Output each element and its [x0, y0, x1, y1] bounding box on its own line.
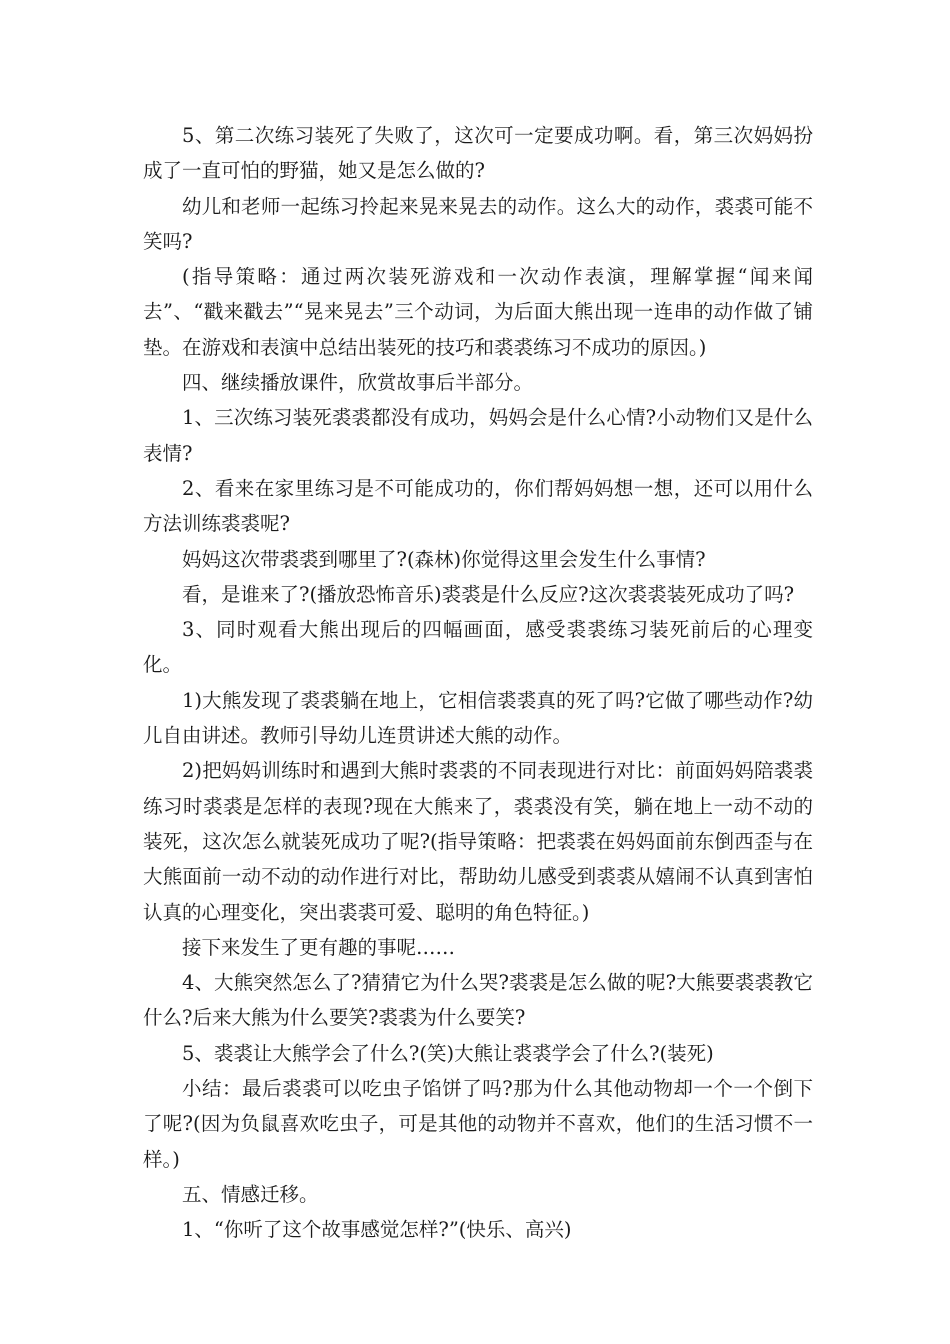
- paragraph: 1、三次练习装死裘裘都没有成功，妈妈会是什么心情?小动物们又是什么表情?: [143, 406, 813, 465]
- paragraph: 接下来发生了更有趣的事呢……: [182, 935, 456, 959]
- paragraph: 5、裘裘让大熊学会了什么?(笑)大熊让裘裘学会了什么?(装死): [182, 1041, 714, 1065]
- paragraph: 幼儿和老师一起练习拎起来晃来晃去的动作。这么大的动作，裘裘可能不笑吗?: [143, 194, 813, 253]
- paragraph: 3、同时观看大熊出现后的四幅画面，感受裘裘练习装死前后的心理变化。: [143, 618, 813, 677]
- paragraph: 1)大熊发现了裘裘躺在地上，它相信裘裘真的死了吗?它做了哪些动作?幼儿自由讲述。教师引导幼儿连贯讲述大熊的动作。: [143, 688, 813, 748]
- paragraph: 妈妈这次带裘裘到哪里了?(森林)你觉得这里会发生什么事情?: [182, 547, 706, 571]
- document-body: [143, 118, 813, 1248]
- section-heading: 五、情感迁移。: [182, 1182, 319, 1206]
- paragraph: (指导策略：通过两次装死游戏和一次动作表演，理解掌握“闻来闻去”、“戳来戳去”“晃来晃去”三个动词，为后面大熊出现一连串的动作做了铺垫。在游戏和表演中总结出装死的技巧和裘裘练习不成功的原因。): [143, 265, 813, 359]
- paragraph: 看，是谁来了?(播放恐怖音乐)裘裘是什么反应?这次裘裘装死成功了吗?: [182, 582, 795, 606]
- paragraph: 小结：最后裘裘可以吃虫子馅饼了吗?那为什么其他动物却一个一个倒下了呢?(因为负鼠喜欢吃虫子，可是其他的动物并不喜欢，他们的生活习惯不一样。): [143, 1077, 813, 1171]
- paragraph: 1、“你听了这个故事感觉怎样?”(快乐、高兴): [182, 1218, 572, 1242]
- paragraph: 5、第二次练习装死了失败了，这次可一定要成功啊。看，第三次妈妈扮成了一直可怕的野猫，她又是怎么做的?: [143, 124, 813, 183]
- paragraph: 4、大熊突然怎么了?猜猜它为什么哭?裘裘是怎么做的呢?大熊要裘裘教它什么?后来大熊为什么要笑?裘裘为什么要笑?: [143, 971, 813, 1030]
- paragraph: 2、看来在家里练习是不可能成功的，你们帮妈妈想一想，还可以用什么方法训练裘裘呢?: [143, 476, 813, 536]
- paragraph: 2)把妈妈训练时和遇到大熊时裘裘的不同表现进行对比：前面妈妈陪裘裘练习时裘裘是怎样的表现?现在大熊来了，裘裘没有笑，躺在地上一动不动的装死，这次怎么就装死成功了呢?(指导策略：把裘裘在妈妈面前东倒西歪与在大熊面前一动不动的动作进行对比，帮助幼儿感受到裘裘从嬉闹不认真到害怕认真的心理变化，突出裘裘可爱、聪明的角色特征。): [143, 759, 813, 924]
- section-heading: 四、继续播放课件，欣赏故事后半部分。: [182, 371, 534, 395]
